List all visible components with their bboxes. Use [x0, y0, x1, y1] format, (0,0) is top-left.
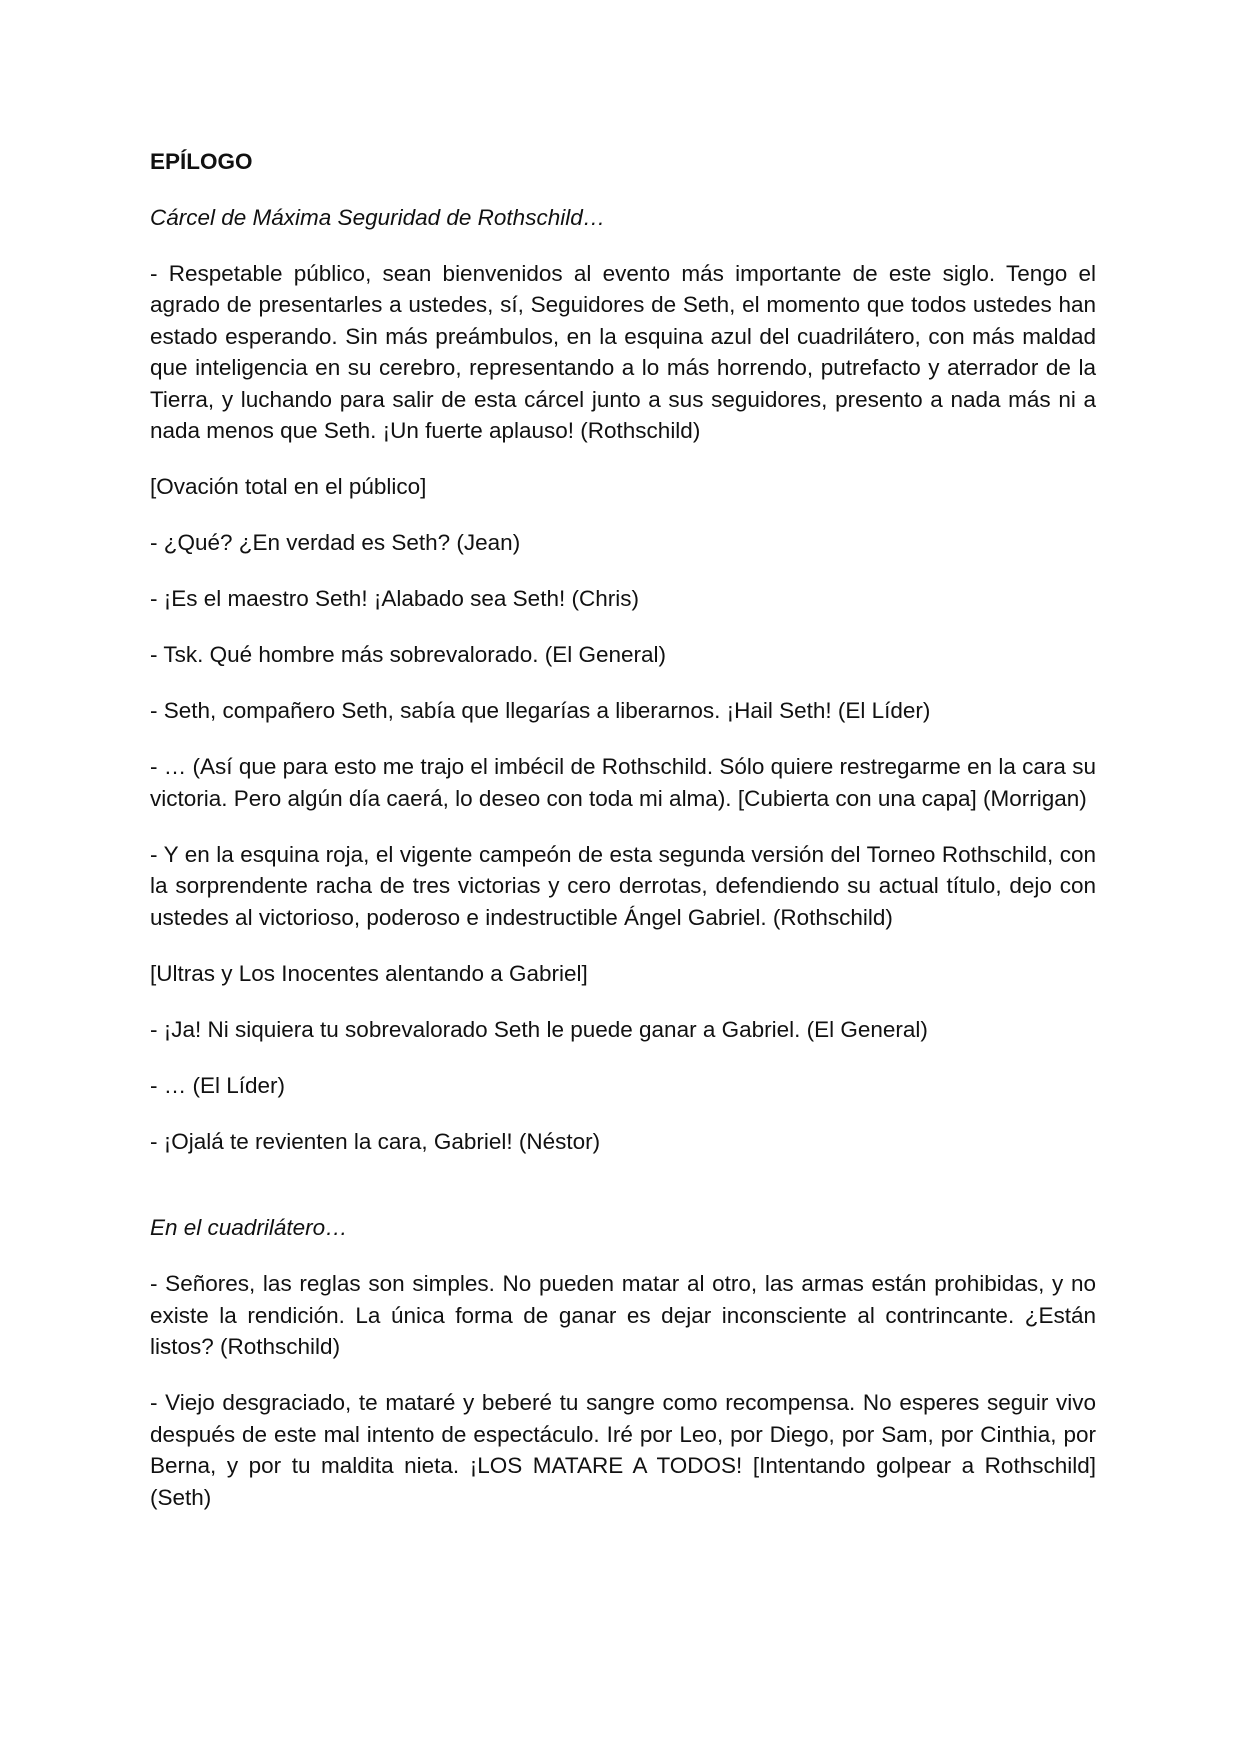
dialogue-paragraph: - Y en la esquina roja, el vigente campeón de esta segunda versión del Torneo Rothschild, con la sorprendente racha de tres victorias y cero derrotas, defendiendo su actual título, dejo con ustedes al victorioso, poderoso e indestructible Ángel Gabriel. (Rothschild) — [150, 841, 1096, 930]
dialogue-paragraph: - … (Así que para esto me trajo el imbécil de Rothschild. Sólo quiere restregarme en la cara su victoria. Pero algún día caerá, lo deseo con toda mi alma). [Cubierta con una capa] (Morrigan) — [150, 754, 1096, 811]
stage-direction: [Ultras y Los Inocentes alentando a Gabriel] — [150, 960, 588, 986]
dialogue-line: - ¡Ja! Ni siquiera tu sobrevalorado Seth le puede ganar a Gabriel. (El General) — [150, 1016, 928, 1042]
dialogue-line: - ¿Qué? ¿En verdad es Seth? (Jean) — [150, 530, 521, 555]
dialogue-line: - ¡Ojalá te revienten la cara, Gabriel! (Néstor) — [150, 1128, 601, 1154]
chapter-title: EPÍLOGO — [150, 149, 253, 174]
scene-heading-ring: En el cuadrilátero… — [150, 1215, 348, 1240]
dialogue-paragraph: - Respetable público, sean bienvenidos al evento más importante de este siglo. Tengo el agrado de presentarles a ustedes, sí, Seguidores de Seth, el momento que todos ustedes han estado esperando. Sin más preámbulos, en la esquina azul del cuadrilátero, con más maldad que inteligencia en su cerebro, representando a lo más horrendo, putrefacto y aterrador de la Tierra, y luchando para salir de esta cárcel junto a sus seguidores, presento a nada más ni a nada menos que Seth. ¡Un fuerte aplauso! (Rothschild) — [150, 260, 1096, 443]
dialogue-line: - Seth, compañero Seth, sabía que llegarías a liberarnos. ¡Hail Seth! (El Líder) — [150, 698, 931, 723]
scene-heading-prison: Cárcel de Máxima Seguridad de Rothschild… — [150, 204, 606, 230]
document-page — [150, 146, 1096, 1538]
dialogue-line: - ¡Es el maestro Seth! ¡Alabado sea Seth! (Chris) — [150, 586, 639, 611]
dialogue-line: - Tsk. Qué hombre más sobrevalorado. (El General) — [150, 642, 667, 667]
dialogue-paragraph: - Señores, las reglas son simples. No pueden matar al otro, las armas están prohibidas, y no existe la rendición. La única forma de ganar es dejar inconsciente al contrincante. ¿Están listos? (Rothschild) — [150, 1271, 1096, 1359]
dialogue-line: - … (El Líder) — [150, 1072, 286, 1098]
dialogue-paragraph: - Viejo desgraciado, te mataré y beberé tu sangre como recompensa. No esperes seguir vivo después de este mal intento de espectáculo. Iré por Leo, por Diego, por Sam, por Cinthia, por Berna, y por tu maldita nieta. ¡LOS MATARE A TODOS! [Intentando golpear a Rothschild] (Seth) — [150, 1390, 1096, 1510]
stage-direction: [Ovación total en el público] — [150, 474, 427, 499]
